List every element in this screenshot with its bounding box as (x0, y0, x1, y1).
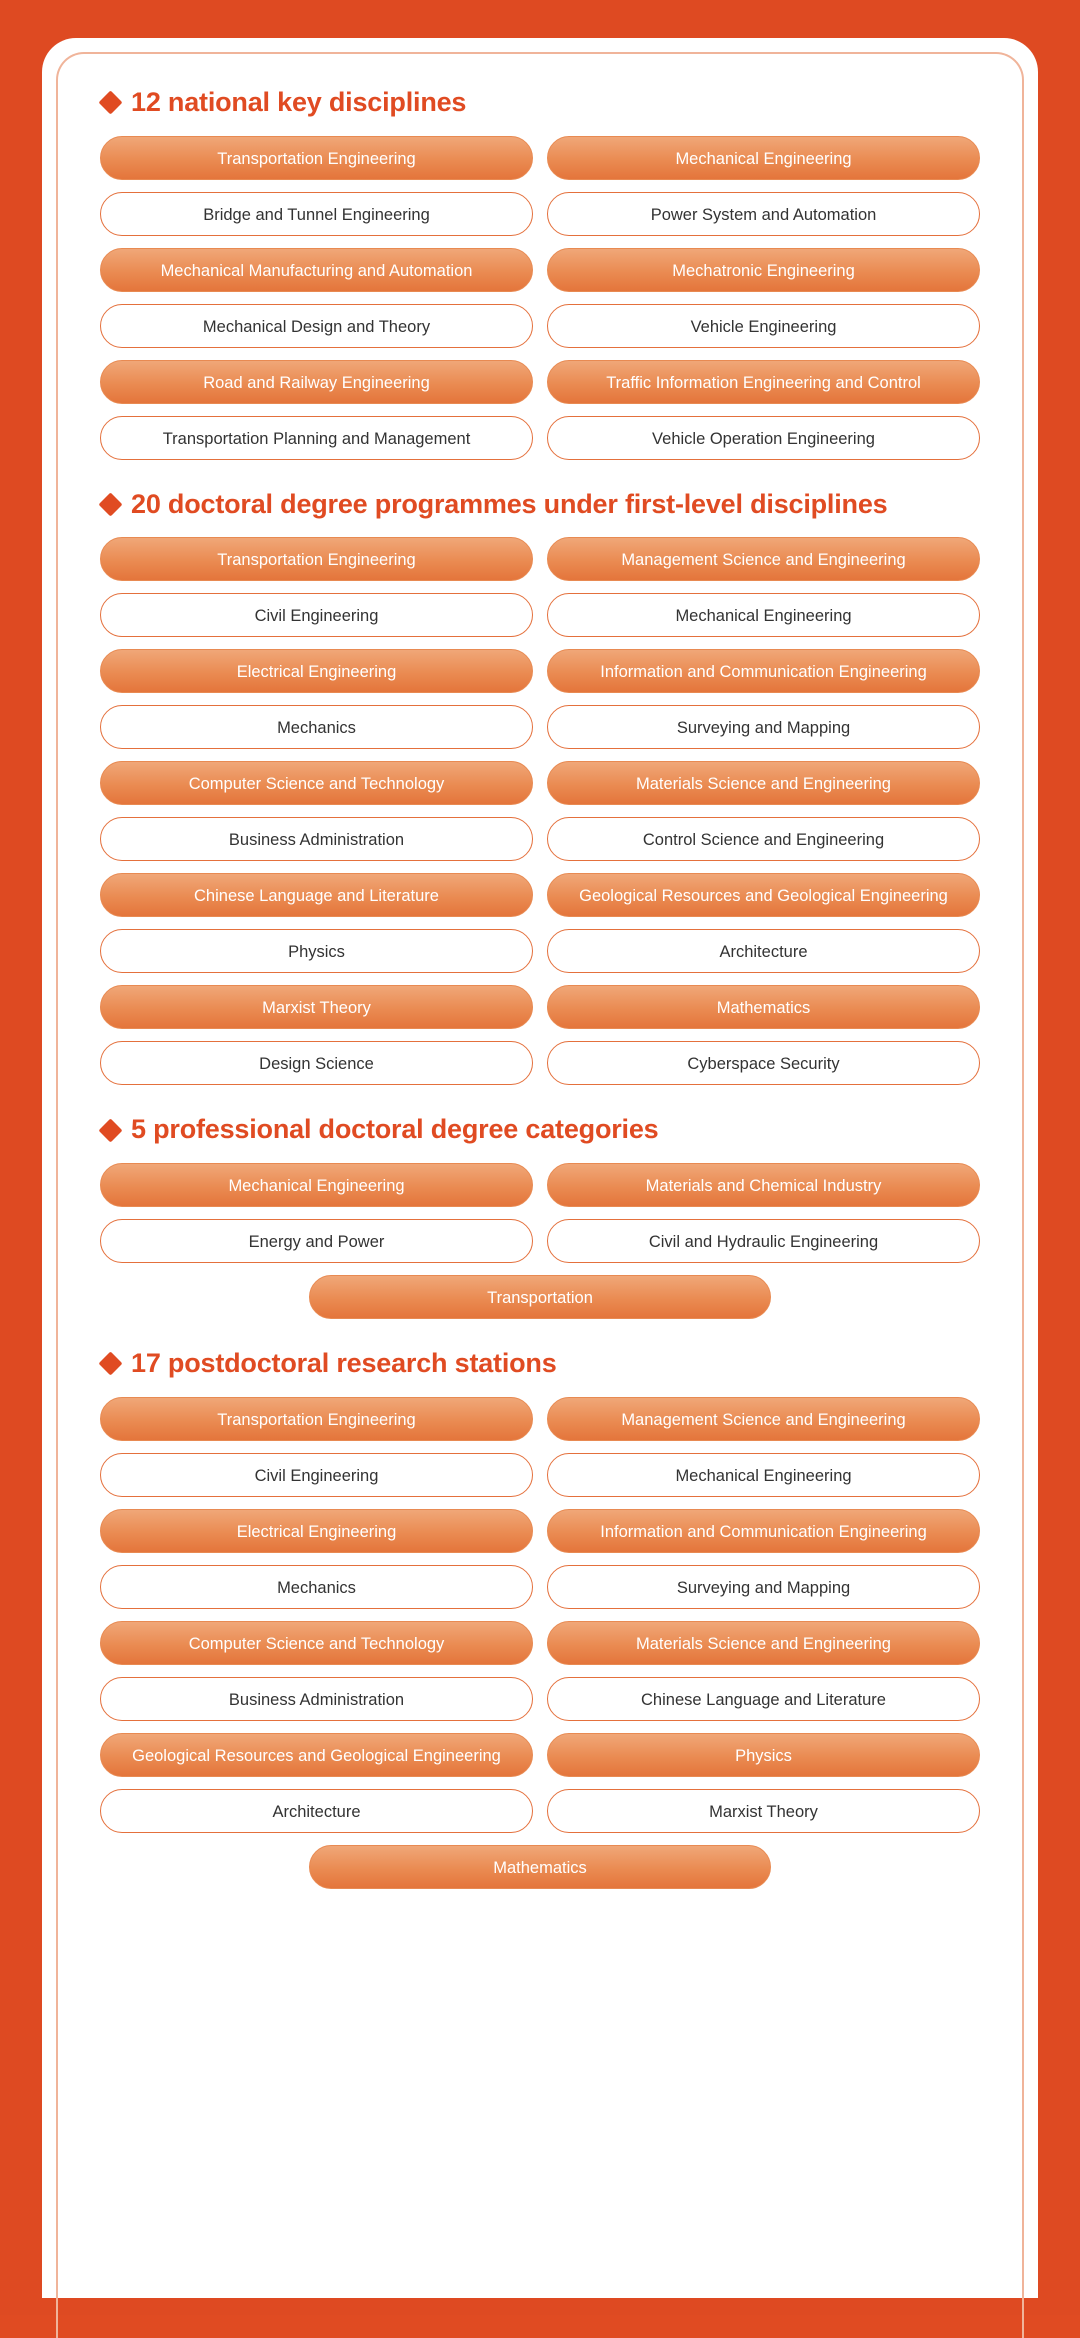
discipline-pill[interactable]: Bridge and Tunnel Engineering (100, 192, 533, 236)
discipline-pill[interactable]: Design Science (100, 1041, 533, 1085)
discipline-pill[interactable]: Architecture (547, 929, 980, 973)
discipline-section (100, 1115, 980, 1319)
sections-container (78, 72, 1002, 1889)
discipline-pill[interactable]: Marxist Theory (100, 985, 533, 1029)
discipline-pill[interactable]: Transportation Engineering (100, 136, 533, 180)
discipline-pill[interactable]: Transportation Planning and Management (100, 416, 533, 460)
diamond-bullet-icon (98, 493, 122, 517)
section-title: 5 professional doctoral degree categories (131, 1114, 659, 1145)
discipline-pill[interactable]: Transportation Engineering (100, 1397, 533, 1441)
diamond-bullet-icon (98, 1118, 122, 1142)
discipline-section (100, 88, 980, 460)
discipline-pill[interactable]: Power System and Automation (547, 192, 980, 236)
discipline-pill[interactable]: Mechanical Engineering (547, 136, 980, 180)
discipline-pill[interactable]: Geological Resources and Geological Engineering (547, 873, 980, 917)
discipline-pill[interactable]: Management Science and Engineering (547, 1397, 980, 1441)
discipline-pill[interactable]: Geological Resources and Geological Engineering (100, 1733, 533, 1777)
section-title: 12 national key disciplines (131, 87, 467, 117)
discipline-pill[interactable]: Mathematics (309, 1845, 771, 1889)
discipline-pill[interactable]: Surveying and Mapping (547, 1565, 980, 1609)
discipline-pill[interactable]: Information and Communication Engineering (547, 1509, 980, 1553)
discipline-pill[interactable]: Mechanical Engineering (100, 1163, 533, 1207)
section-title: 20 doctoral degree programmes under first-level disciplines (131, 488, 888, 519)
discipline-pill[interactable]: Chinese Language and Literature (100, 873, 533, 917)
discipline-pill[interactable]: Civil and Hydraulic Engineering (547, 1219, 980, 1263)
discipline-pill[interactable]: Chinese Language and Literature (547, 1677, 980, 1721)
discipline-pill[interactable]: Mechanics (100, 1565, 533, 1609)
discipline-pill[interactable]: Transportation Engineering (100, 537, 533, 581)
discipline-pill[interactable]: Electrical Engineering (100, 649, 533, 693)
pill-grid (100, 1163, 980, 1319)
discipline-pill[interactable]: Traffic Information Engineering and Control (547, 360, 980, 404)
discipline-pill[interactable]: Materials Science and Engineering (547, 761, 980, 805)
section-header (102, 1115, 980, 1145)
discipline-pill[interactable]: Management Science and Engineering (547, 537, 980, 581)
discipline-pill[interactable]: Civil Engineering (100, 1453, 533, 1497)
section-header (102, 490, 980, 520)
discipline-pill[interactable]: Mechanical Manufacturing and Automation (100, 248, 533, 292)
pill-grid (100, 1397, 980, 1889)
discipline-pill[interactable]: Energy and Power (100, 1219, 533, 1263)
discipline-pill[interactable]: Mechanical Engineering (547, 593, 980, 637)
section-header (102, 88, 980, 118)
discipline-pill[interactable]: Transportation (309, 1275, 771, 1319)
discipline-pill[interactable]: Materials and Chemical Industry (547, 1163, 980, 1207)
discipline-pill[interactable]: Mathematics (547, 985, 980, 1029)
discipline-pill[interactable]: Mechatronic Engineering (547, 248, 980, 292)
pill-grid (100, 136, 980, 460)
content-card (42, 38, 1038, 2298)
discipline-pill[interactable]: Mechanical Design and Theory (100, 304, 533, 348)
diamond-bullet-icon (98, 91, 122, 115)
discipline-pill[interactable]: Business Administration (100, 817, 533, 861)
discipline-pill[interactable]: Marxist Theory (547, 1789, 980, 1833)
discipline-pill[interactable]: Computer Science and Technology (100, 761, 533, 805)
discipline-pill[interactable]: Architecture (100, 1789, 533, 1833)
pill-grid (100, 537, 980, 1085)
discipline-section (100, 490, 980, 1086)
section-title: 17 postdoctoral research stations (131, 1348, 557, 1379)
section-header (102, 1349, 980, 1379)
discipline-pill[interactable]: Physics (547, 1733, 980, 1777)
discipline-pill[interactable]: Vehicle Engineering (547, 304, 980, 348)
discipline-pill[interactable]: Control Science and Engineering (547, 817, 980, 861)
discipline-pill[interactable]: Surveying and Mapping (547, 705, 980, 749)
discipline-pill[interactable]: Physics (100, 929, 533, 973)
diamond-bullet-icon (98, 1352, 122, 1376)
discipline-pill[interactable]: Information and Communication Engineering (547, 649, 980, 693)
discipline-pill[interactable]: Road and Railway Engineering (100, 360, 533, 404)
discipline-pill[interactable]: Civil Engineering (100, 593, 533, 637)
discipline-pill[interactable]: Business Administration (100, 1677, 533, 1721)
discipline-pill[interactable]: Mechanics (100, 705, 533, 749)
discipline-pill[interactable]: Cyberspace Security (547, 1041, 980, 1085)
discipline-pill[interactable]: Materials Science and Engineering (547, 1621, 980, 1665)
discipline-pill[interactable]: Electrical Engineering (100, 1509, 533, 1553)
discipline-pill[interactable]: Computer Science and Technology (100, 1621, 533, 1665)
discipline-pill[interactable]: Vehicle Operation Engineering (547, 416, 980, 460)
discipline-section (100, 1349, 980, 1889)
discipline-pill[interactable]: Mechanical Engineering (547, 1453, 980, 1497)
